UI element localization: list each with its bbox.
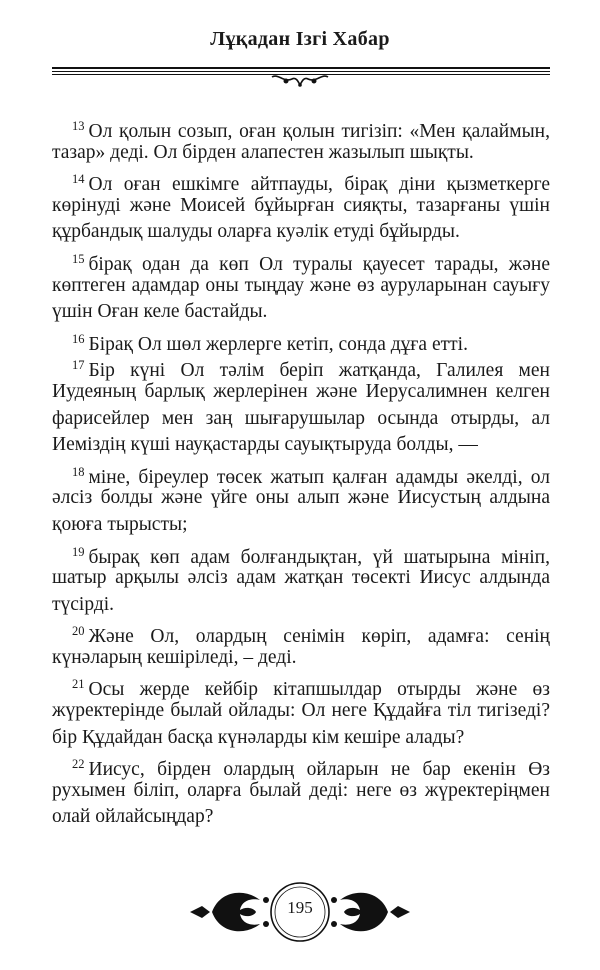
verse-number: 15 [72, 251, 85, 266]
verse [52, 352, 550, 458]
verse-number: 19 [72, 544, 85, 559]
verse-line-text: фарисейлер мен заң шығарушылар осында отырды, ал [52, 407, 550, 429]
verse [52, 539, 550, 619]
verse-line-text: әлсіз болды және үйге оны алып және Иисустың алдына [52, 487, 550, 509]
verse-line-text: Ол оған ешкімге айтпауды, бірақ діни қызметкерге [88, 174, 550, 196]
verse-line [52, 219, 550, 246]
verse-line-text: Бірақ Ол шөл жерлерге кетіп, сонда дұға етті. [88, 333, 468, 355]
verse-number: 13 [72, 119, 85, 133]
verse-line [52, 326, 550, 353]
verse-line-text: Иисус, бірден олардың ойларын не бар екенін Өз [88, 759, 550, 781]
verse-line [52, 539, 550, 566]
verse-line [52, 113, 550, 140]
verse-number: 20 [72, 624, 85, 639]
verse-line [52, 565, 550, 592]
verse-line-text: күнәларың кешіріледі, – деді. [52, 646, 297, 668]
verse-line-text: Иеміздің күші науқастарды сауықтыруда болды, — [52, 434, 478, 456]
verse-line-text: Және Ол, олардың сенімін көріп, адамға: сенің [88, 626, 550, 648]
verse-line-text: құрбандық шалуды оларға куәлік етуді бұйырды. [52, 221, 460, 243]
verse-line-text: шатыр арқылы әлсіз адам жатқан төсекті Иисус алдында [52, 567, 550, 589]
verse-line [52, 379, 550, 406]
verse-line [52, 671, 550, 701]
verse [52, 326, 550, 353]
verse-number: 18 [72, 464, 85, 479]
verse [52, 246, 550, 326]
verse-line [52, 618, 550, 648]
verse-line-text: қоюға тырысты; [52, 513, 188, 535]
verse-line-text: міне, біреулер төсек жатып қалған адамды әкелді, ол [88, 466, 550, 488]
verse-line-text: бірақ одан да көп Ол туралы қауесет тарады, және [88, 253, 550, 275]
verse-line [52, 592, 550, 619]
verse-line [52, 512, 550, 539]
verse-line-text: көрінуді және Моисей бұйырған сияқты, тазарғаны үшін [52, 194, 550, 216]
verse-line-text: олай ойлайсыңдар? [52, 806, 214, 828]
verse-line [52, 352, 550, 382]
verse [52, 751, 550, 831]
verse-line-text: Осы жерде кейбір кітапшылдар отырды және өз [88, 679, 550, 701]
verse-line [52, 299, 550, 326]
verse [52, 459, 550, 539]
verse-line-text: Иудеяның барлық жерлерінен және Иерусалимнен келген [52, 380, 550, 402]
verse-line [52, 166, 550, 196]
verse-line-text: үшін Оған келе бастайды. [52, 301, 268, 323]
verse-line [52, 246, 550, 273]
header-ornament-icon [270, 73, 330, 89]
verse [52, 113, 550, 166]
verse-line-text: бырақ көп адам болғандықтан, үй шатырына мініп, [88, 546, 550, 568]
verse-line-text: Ол қолын созып, оған қолын тигізіп: «Мен қалаймын, [88, 121, 550, 142]
running-header-title: Лұқадан Ізгі Хабар [210, 28, 390, 50]
page-number: 195 [287, 898, 313, 917]
verse [52, 618, 550, 671]
verse-line-text: Бір күні Ол тәлім беріп жатқанда, Галилея мен [88, 360, 550, 382]
verse [52, 671, 550, 751]
verse-line [52, 725, 550, 752]
verse-line [52, 698, 550, 725]
verse-line [52, 193, 550, 220]
verse-line [52, 751, 550, 781]
verse-line [52, 804, 550, 831]
header-rule [52, 71, 550, 72]
verse-line [52, 459, 550, 486]
verse-number: 21 [72, 677, 85, 692]
verse-line-text: бір Құдайдан басқа күнәларды кім кешіре алады? [52, 726, 465, 748]
verse-line [52, 273, 550, 300]
header-rule [52, 67, 550, 69]
verse-number: 14 [72, 172, 85, 187]
verse-line-text: көптеген адамдар оны тыңдау және өз ауруларынан сауығу [52, 274, 550, 296]
verse-line-text: жүректерінде былай ойлады: Ол неге Құдайға тіл тигізеді? [52, 700, 550, 722]
verse-line [52, 778, 550, 805]
verse-line [52, 432, 550, 459]
verse-line-text: түсірді. [52, 593, 115, 615]
verse [52, 166, 550, 246]
scripture-text [52, 113, 550, 831]
verse-line [52, 406, 550, 433]
verse-number: 17 [72, 358, 85, 373]
verse-line-text: тазар» деді. Ол бірден алапестен жазылып шықты. [52, 141, 474, 163]
verse-line-text: рухымен біліп, оларға былай деді: неге өз жүректеріңмен [52, 779, 550, 801]
verse-number: 16 [72, 331, 85, 346]
verse-line [52, 485, 550, 512]
verse-number: 22 [72, 757, 85, 772]
verse-line [52, 140, 550, 167]
verse-line [52, 645, 550, 672]
